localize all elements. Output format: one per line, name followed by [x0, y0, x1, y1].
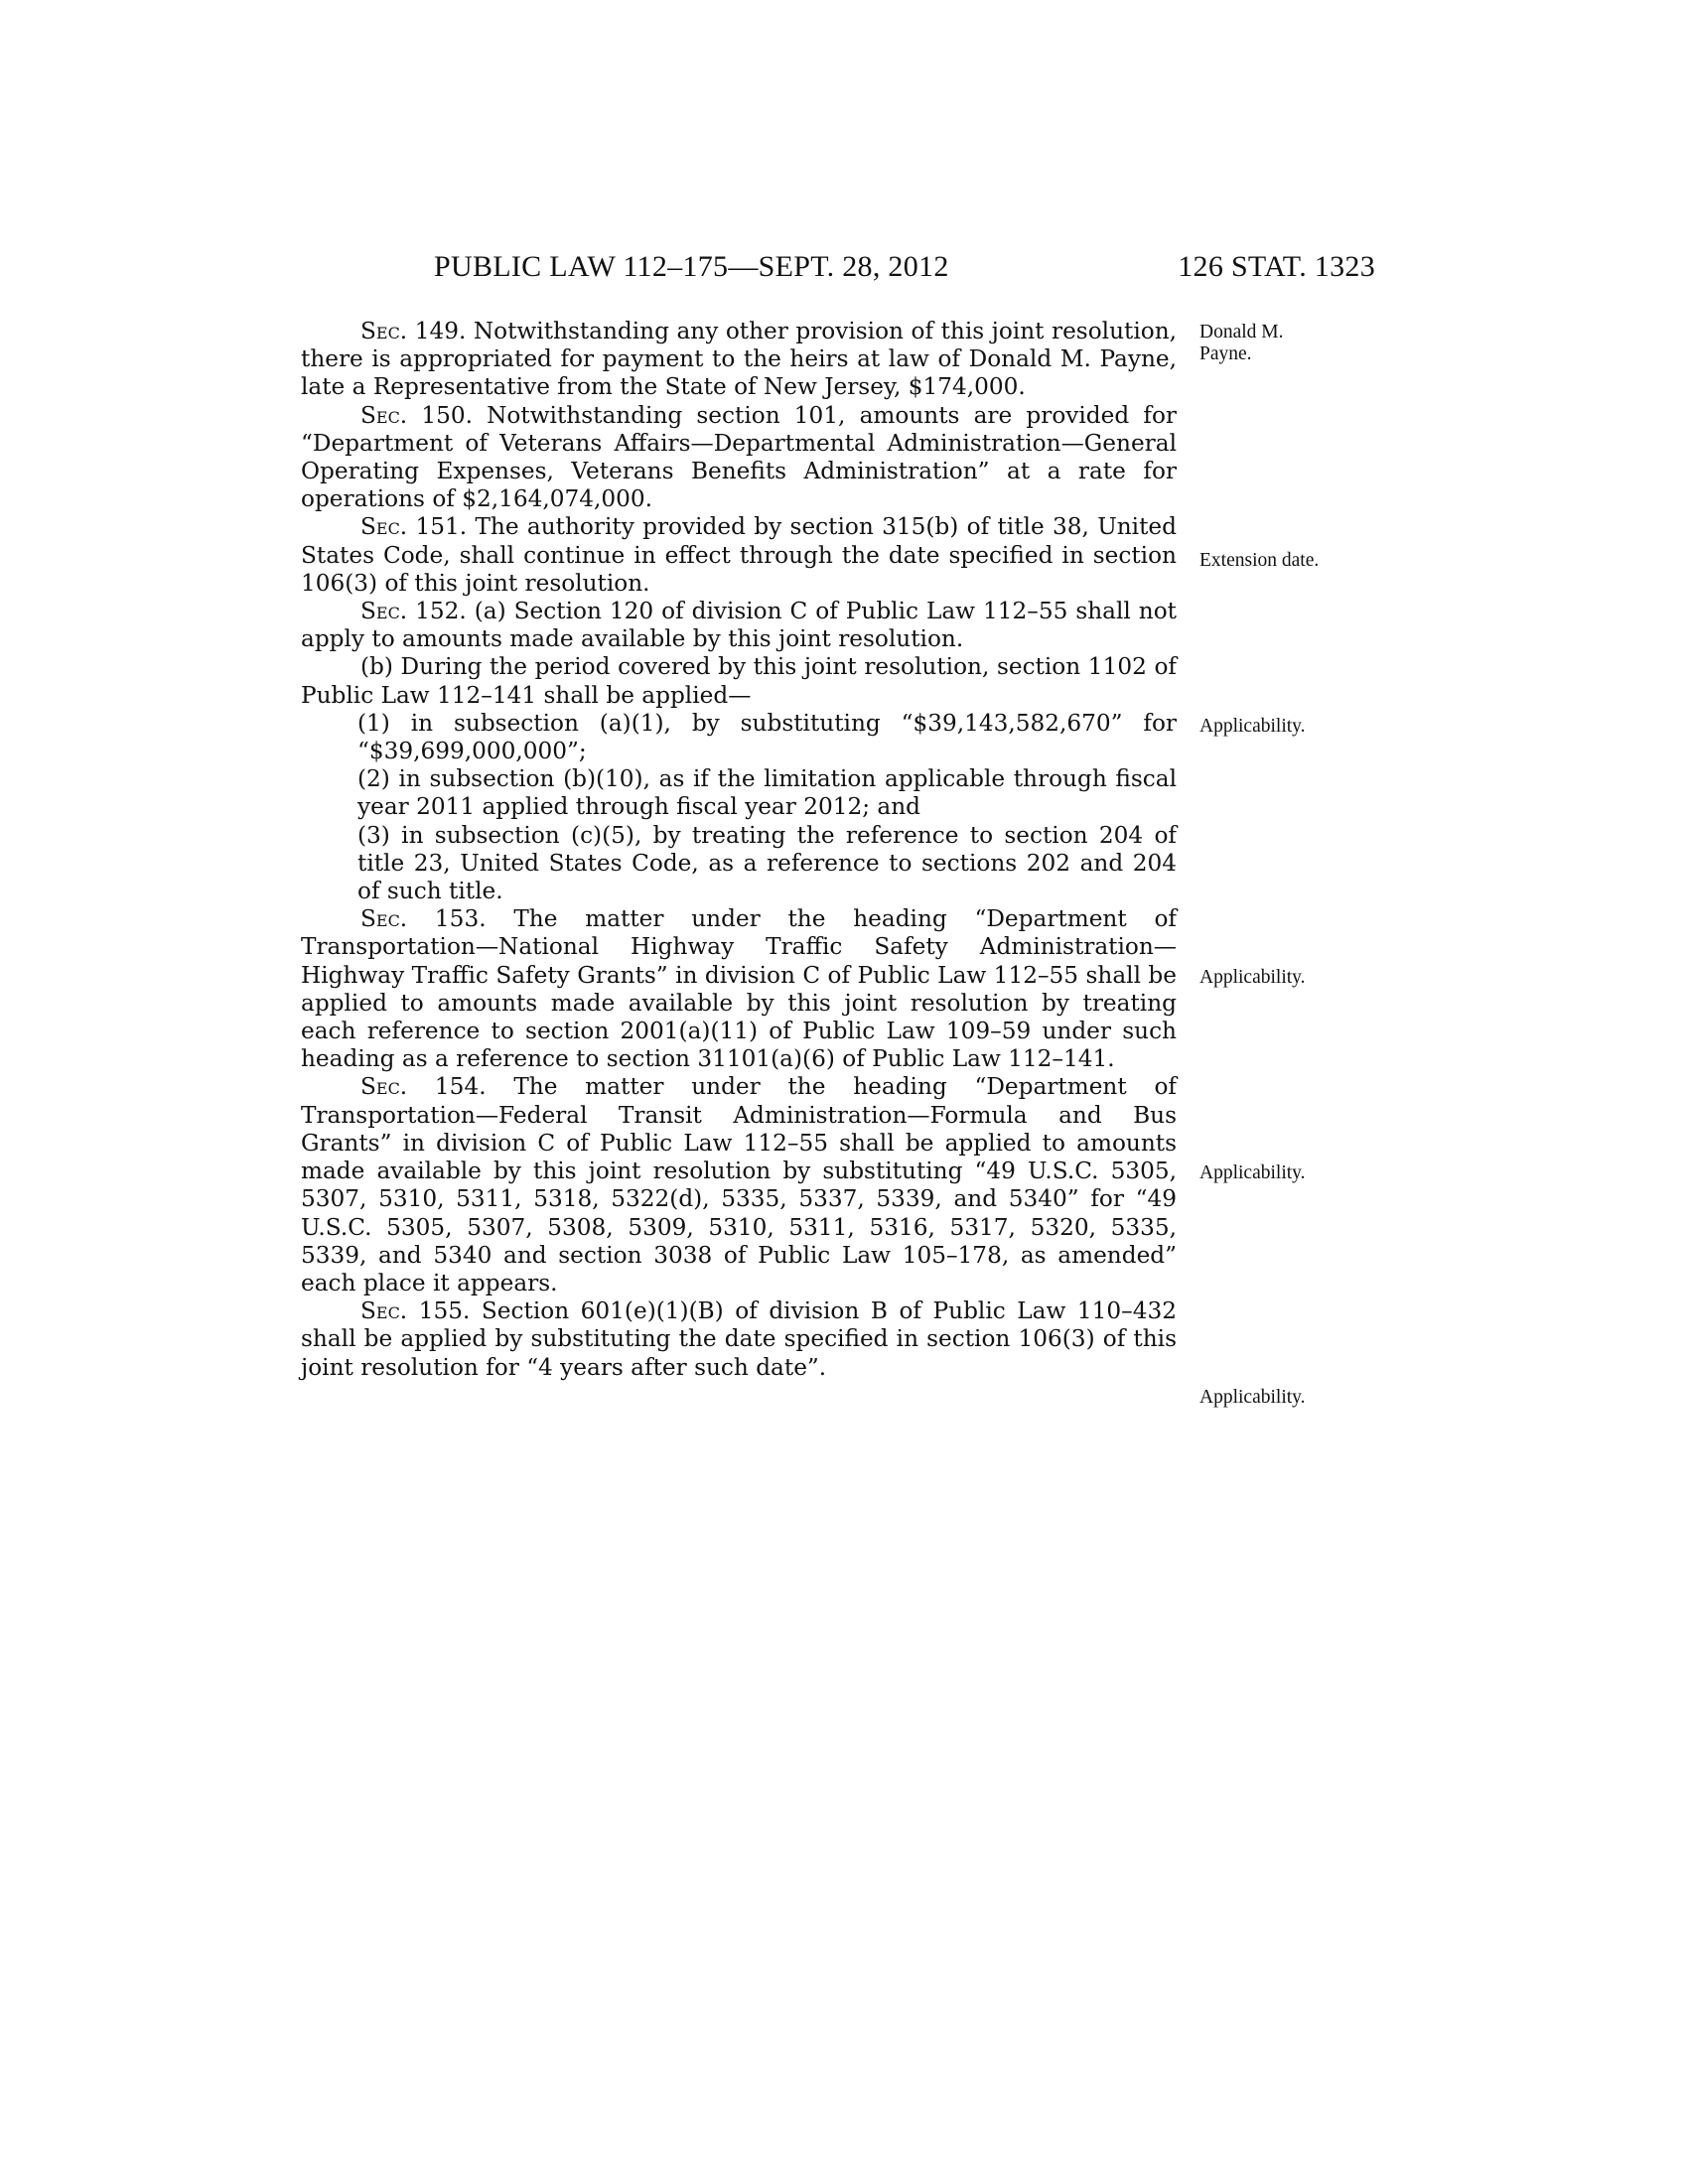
- page-title: PUBLIC LAW 112–175—SEPT. 28, 2012: [434, 250, 949, 283]
- margin-note-applicability-154: Applicability.: [1199, 1162, 1306, 1183]
- section-154-text: The matter under the heading “Department of Transportation—Federal Transit Administration—Formula and Bus Grants” in division C of Public Law 112–55 shall be applied to amounts made available by this joint resolution by substituting “49 U.S.C. 5305, 5307, 5310, 5311, 5318, 5322(d), 5335, 5337, 5339, and 5340” for “49 U.S.C. 5305, 5307, 5308, 5309, 5310, 5311, 5316, 5317, 5320, 5335, 5339, and 5340 and section 3038 of Public Law 105–178, as amended” each place it appears.: [301, 1073, 1177, 1297]
- section-153-text: The matter under the heading “Department of Transportation—National Highway Traffic Safety Administration—Highway Traffic Safety Grants” in division C of Public Law 112–55 shall be applied to amounts made available by this joint resolution by treating each reference to section 2001(a)(11) of Public Law 109–59 under such heading as a reference to section 31101(a)(6) of Public Law 112–141.: [301, 905, 1177, 1073]
- margin-note-applicability-153: Applicability.: [1199, 967, 1306, 988]
- section-152-label: Sec. 152.: [360, 598, 467, 625]
- section-149-label: Sec. 149.: [360, 318, 467, 344]
- statute-page-number: 126 STAT. 1323: [1178, 250, 1375, 283]
- section-153: [301, 905, 1177, 1073]
- margin-note-payne-line2: Payne.: [1199, 343, 1252, 364]
- section-153-label: Sec. 153.: [360, 905, 487, 933]
- section-152-b-item-3: (3) in subsection (c)(5), by treating the reference to section 204 of title 23, United States Code, as a reference to sections 202 and 204 of such title.: [357, 821, 1177, 905]
- section-151-text: The authority provided by section 315(b) of title 38, United States Code, shall continue in effect through the date specified in section 106(3) of this joint resolution.: [301, 513, 1177, 597]
- section-151: [301, 513, 1177, 598]
- section-155: [301, 1297, 1177, 1382]
- margin-note-applicability-152: Applicability.: [1199, 716, 1306, 737]
- margin-note-payne: [1199, 322, 1284, 365]
- section-152-a: [301, 598, 1177, 653]
- margin-note-applicability-155: Applicability.: [1199, 1387, 1306, 1408]
- running-head: [301, 250, 1375, 290]
- section-149-text: Notwithstanding any other provision of this joint resolution, there is appropriated for payment to the heirs at law of Donald M. Payne, late a Representative from the State of New Jersey, $174,000.: [301, 318, 1177, 401]
- section-154: [301, 1073, 1177, 1297]
- margin-note-extension-date: Extension date.: [1199, 550, 1320, 571]
- section-152-b-item-2: (2) in subsection (b)(10), as if the limitation applicable through fiscal year 2011 applied through fiscal year 2012; and: [357, 765, 1177, 821]
- section-152-b-item-1: (1) in subsection (a)(1), by substituting “$39,143,582,670” for “$39,699,000,000”;: [357, 709, 1177, 765]
- section-150-text: Notwithstanding section 101, amounts are provided for “Department of Veterans Affairs—Departmental Administration—General Operating Expenses, Veterans Benefits Administration” at a rate for operations of $2,164,074,000.: [301, 401, 1177, 513]
- section-151-label: Sec. 151.: [360, 513, 468, 541]
- section-152-b: (b) During the period covered by this joint resolution, section 1102 of Public Law 112–141 shall be applied—: [301, 653, 1177, 709]
- section-152-a-text: (a) Section 120 of division C of Public Law 112–55 shall not apply to amounts made available by this joint resolution.: [301, 598, 1177, 653]
- section-150: [301, 402, 1177, 514]
- section-149: [301, 318, 1177, 402]
- section-155-text: Section 601(e)(1)(B) of division B of Public Law 110–432 shall be applied by substituting the date specified in section 106(3) of this joint resolution for “4 years after such date”.: [301, 1297, 1177, 1381]
- section-155-label: Sec. 155.: [360, 1297, 471, 1325]
- section-150-label: Sec. 150.: [360, 401, 473, 429]
- section-154-label: Sec. 154.: [360, 1073, 487, 1101]
- margin-note-payne-line1: Donald M.: [1199, 322, 1284, 342]
- body-text: [301, 318, 1177, 1382]
